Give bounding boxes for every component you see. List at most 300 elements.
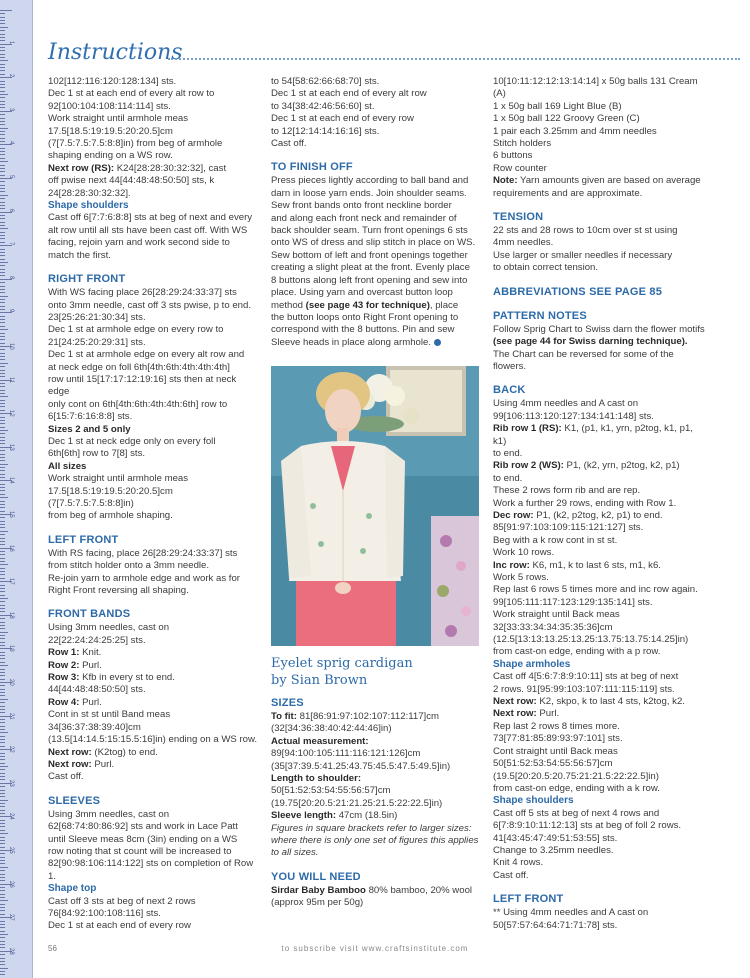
ruler-tick	[0, 57, 5, 58]
text-line: 44[44:48:48:50:50] sts.	[48, 684, 146, 696]
row-label: Next row (RS):	[48, 162, 115, 174]
text-line: With WS facing place 26[28:29:24:33:37] sts	[48, 287, 237, 299]
text-line: Dec 1 st at each end of every row	[271, 113, 414, 125]
row-text: (K2tog) to end.	[91, 746, 158, 758]
ruler-tick	[0, 134, 5, 135]
ruler-tick	[0, 316, 5, 317]
model-illustration	[271, 366, 479, 646]
text-line: 102[112:116:120:128:134] sts.	[48, 76, 177, 87]
ruler-tick	[0, 504, 5, 505]
ruler-tick	[0, 218, 5, 219]
text-line: 6[15:7:6:16:8:8] sts.	[48, 411, 133, 423]
ruler-tick	[0, 286, 5, 287]
ruler-number: 28	[8, 947, 14, 955]
text-line	[271, 885, 483, 897]
text-line: Knit 4 rows.	[493, 857, 544, 869]
text-line: Work straight until armhole meas	[48, 113, 189, 125]
ruler-tick	[0, 564, 8, 565]
ruler-tick	[0, 628, 5, 629]
ruler-tick	[0, 870, 5, 871]
ruler-tick	[0, 282, 5, 283]
text-line: off pwise next 44[44:48:48:50:50] sts, k	[48, 175, 215, 187]
ruler-tick	[0, 726, 5, 727]
text-line: Beg with a k row cont in st st.	[493, 534, 618, 546]
text-line	[48, 759, 260, 771]
text-line: 1 x 50g ball 169 Light Blue (B)	[493, 100, 622, 112]
ruler-tick	[0, 393, 5, 394]
text-line: Follow Sprig Chart to Swiss darn the flower motifs	[493, 323, 705, 335]
text-line: 24[28:28:30:32:32].	[48, 187, 131, 199]
ruler-tick	[0, 242, 5, 243]
text-line: (19.75[20:20.5:21:21.25:21.5:22:22.5]in)	[271, 797, 443, 809]
ruler-tick	[0, 396, 8, 397]
row-text: 81[86:91:97:102:107:112:117]cm	[296, 711, 440, 722]
ruler-tick	[0, 410, 5, 411]
ruler-tick	[0, 326, 5, 327]
ruler-tick	[0, 692, 5, 693]
text-line	[48, 660, 260, 672]
row-label: Rib row 1 (RS):	[493, 423, 562, 435]
text-line	[493, 696, 708, 708]
column-2	[271, 76, 483, 349]
ruler-tick	[0, 793, 5, 794]
ruler-tick	[0, 343, 5, 344]
ruler-tick	[0, 820, 5, 821]
text-line: Using 3mm needles, cast on	[48, 808, 170, 820]
text-line: (32[34:36:38:40:42:44:46]in)	[271, 723, 392, 735]
ruler-number: 15	[8, 511, 14, 518]
ruler-tick	[0, 144, 12, 145]
text-line	[271, 337, 483, 349]
ruler-tick	[0, 450, 5, 451]
column-3	[493, 76, 708, 932]
ruler-tick	[0, 497, 8, 498]
subscribe-url: to subscribe visit www.craftsinstitute.com	[281, 944, 469, 953]
ruler-tick	[0, 521, 5, 522]
text-line: Work straight until Back meas	[493, 609, 620, 621]
ruler-tick	[0, 84, 5, 85]
ruler-tick	[0, 790, 5, 791]
ruler-tick	[0, 185, 5, 186]
ruler-tick	[0, 118, 5, 119]
ruler-number: 16	[8, 544, 14, 552]
row-label: Row 2:	[48, 659, 80, 671]
ruler-tick	[0, 467, 5, 468]
text-line: requirements and are approximate.	[493, 187, 643, 199]
ruler-tick	[0, 753, 5, 754]
ruler-tick	[0, 440, 5, 441]
row-text: Kfb in every st to end.	[79, 672, 175, 684]
ruler-tick	[0, 826, 5, 827]
pattern-designer: by Sian Brown	[271, 673, 368, 688]
ruler-tick	[0, 736, 5, 737]
ruler-tick	[0, 800, 8, 801]
ruler-tick	[0, 759, 5, 760]
ruler-tick	[0, 635, 5, 636]
text-line: from beg of armhole shaping.	[48, 510, 173, 522]
text-line: 6th[6th] row to 7[8] sts.	[48, 448, 146, 460]
ruler-tick	[0, 662, 5, 663]
section-heading: SLEEVES	[48, 794, 101, 807]
ruler-tick	[0, 897, 5, 898]
ruler-tick	[0, 148, 5, 149]
ruler-tick	[0, 910, 5, 911]
row-label: Actual measurement:	[271, 735, 369, 747]
ruler-tick	[0, 837, 5, 838]
text-line: Work straight until armhole meas	[48, 473, 189, 485]
ruler-tick	[0, 665, 8, 666]
ruler-tick	[0, 830, 5, 831]
ruler-tick	[0, 272, 5, 273]
ruler-tick	[0, 477, 5, 478]
ruler-number: 6	[8, 208, 14, 212]
ruler-tick	[0, 312, 12, 313]
text-line: 41[43:45:47:49:51:53:55] sts.	[493, 832, 618, 844]
ruler-tick	[0, 104, 5, 105]
text-line	[48, 163, 260, 175]
ruler-tick	[0, 877, 5, 878]
text-line: darn in loose yarn ends. Join shoulder seams.	[271, 187, 467, 199]
ruler-tick	[0, 494, 5, 495]
row-text: Purl.	[79, 659, 102, 671]
ruler-tick	[0, 968, 8, 969]
text-line: Stitch holders	[493, 138, 552, 150]
ruler-tick	[0, 329, 8, 330]
text-line: 22 sts and 28 rows to 10cm over st st using	[493, 225, 678, 237]
column-1	[48, 76, 260, 933]
ruler-tick	[0, 205, 5, 206]
ruler-tick	[0, 544, 5, 545]
ruler-tick	[0, 74, 5, 75]
note-text: Figures in square brackets refer to larger sizes:	[271, 822, 472, 834]
ruler-tick	[0, 803, 5, 804]
row-label: Rib row 2 (WS):	[493, 460, 564, 472]
ruler-tick	[0, 487, 5, 488]
text-line: Dec 1 st at neck edge only on every foll	[48, 435, 216, 447]
ruler-tick	[0, 601, 5, 602]
ruler-tick	[0, 574, 5, 575]
ruler-tick	[0, 64, 5, 65]
text-line: from cast-on edge, ending with a k row.	[493, 782, 660, 794]
ruler-tick	[0, 763, 5, 764]
ruler-tick	[0, 907, 5, 908]
technique-reference: (see page 44 for Swiss darning technique).	[493, 336, 688, 348]
section-heading: BACK	[493, 384, 526, 397]
ruler-tick	[0, 766, 8, 767]
ruler-tick	[0, 608, 5, 609]
ruler-tick	[0, 107, 5, 108]
ruler-tick	[0, 927, 5, 928]
ruler-tick	[0, 554, 5, 555]
ruler-tick	[0, 618, 5, 619]
ruler-tick	[0, 769, 5, 770]
ruler-tick	[0, 376, 5, 377]
text-line	[271, 736, 483, 748]
ruler-tick	[0, 867, 8, 868]
ruler-tick	[0, 840, 5, 841]
ruler-tick	[0, 202, 5, 203]
section-heading: RIGHT FRONT	[48, 273, 126, 286]
ruler-tick	[0, 709, 5, 710]
ruler-tick	[0, 746, 5, 747]
ruler-tick	[0, 490, 5, 491]
text-line	[493, 708, 708, 720]
ruler-tick	[0, 417, 5, 418]
text-line: Sew front bands onto front neckline border	[271, 200, 452, 212]
ruler-tick	[0, 306, 5, 307]
ruler-tick	[0, 652, 5, 653]
ruler-tick	[0, 779, 5, 780]
text-line	[271, 300, 483, 312]
section-heading: SIZES	[271, 697, 304, 709]
ruler-tick	[0, 924, 5, 925]
row-text: K2, skpo, k to last 4 sts, k2tog, k2.	[536, 696, 685, 708]
text-line: ** Using 4mm needles and A cast on	[493, 907, 649, 919]
text-line: The Chart can be reversed for some of the flowers.	[493, 348, 674, 372]
section-heading: PATTERN NOTES	[493, 309, 587, 322]
text-line: onto WS of dress and slip stitch in place on WS.	[271, 237, 476, 249]
ruler-tick	[0, 366, 5, 367]
ruler-tick	[0, 796, 5, 797]
ruler-number: 17	[8, 578, 14, 585]
text-line: Change to 3.25mm needles.	[493, 844, 614, 856]
ruler-tick	[0, 934, 8, 935]
ruler-tick	[0, 655, 5, 656]
text-line: Right Front reversing all shaping.	[48, 585, 189, 597]
ruler-tick	[0, 833, 8, 834]
ruler-tick	[0, 669, 5, 670]
ruler-number: 23	[8, 779, 14, 787]
ruler-tick	[0, 427, 5, 428]
text-line: from cast-on edge, ending with a p row.	[493, 646, 661, 658]
text-line: 99[105:111:117:123:129:135:141] sts.	[493, 596, 653, 608]
text-line: Cont in st st until Band meas	[48, 709, 171, 721]
ruler-tick	[0, 460, 5, 461]
ruler-tick	[0, 124, 5, 125]
pattern-caption	[271, 655, 483, 689]
ruler-tick	[0, 128, 8, 129]
ruler-tick	[0, 269, 5, 270]
ruler-tick	[0, 30, 5, 31]
text-line: Dec 1 st at each end of every alt row to	[48, 88, 215, 100]
ruler-tick	[0, 275, 5, 276]
section-heading: ABBREVIATIONS SEE PAGE 85	[493, 285, 663, 298]
text-line: correspond with the 8 buttons. Pin and sew	[271, 324, 455, 336]
ruler-tick	[0, 403, 5, 404]
ruler-tick	[0, 524, 5, 525]
ruler-tick	[0, 154, 5, 155]
text-line	[493, 510, 708, 522]
ruler-tick	[0, 695, 5, 696]
ruler-number: 21	[8, 712, 14, 720]
ruler-tick	[0, 756, 5, 757]
text-line: (13.5[14:14.5:15:15.5:16]in) ending on a WS row.	[48, 734, 258, 746]
ruler-tick	[0, 37, 5, 38]
technique-reference: (see page 43 for technique)	[305, 299, 430, 311]
ruler-tick	[0, 249, 5, 250]
ruler-tick	[0, 507, 5, 508]
ruler-tick	[0, 81, 5, 82]
ruler-tick	[0, 443, 5, 444]
text-line: match the first.	[48, 249, 111, 261]
ruler-tick	[0, 853, 5, 854]
text-line: (approx 95m per 50g)	[271, 897, 364, 909]
subheading: Shape shoulders	[493, 795, 574, 807]
ruler-tick	[0, 632, 8, 633]
ruler-number: 5	[8, 175, 14, 179]
ruler-tick	[0, 420, 5, 421]
ruler-tick	[0, 622, 5, 623]
text-line: Cont straight until Back meas	[493, 745, 618, 757]
ruler-tick	[0, 121, 5, 122]
text-line	[271, 835, 483, 847]
text-line: row noting that st count will be increased to	[48, 845, 232, 857]
ruler-tick	[0, 941, 5, 942]
ruler-tick	[0, 151, 5, 152]
ruler-tick	[0, 541, 5, 542]
text-line: 6[7:8:9:10:11:12:13] sts at beg of foll 2 rows.	[493, 820, 682, 832]
text-line: 99[106:113:120:127:134:141:148] sts.	[493, 410, 654, 422]
pattern-name: Eyelet sprig cardigan	[271, 656, 413, 671]
row-label: Next row:	[48, 758, 92, 770]
ruler-tick	[0, 433, 5, 434]
ruler-tick	[0, 813, 5, 814]
text-line: to 12[12:14:14:16:16] sts.	[271, 125, 380, 137]
text-line: Using 4mm needles and A cast on	[493, 398, 639, 410]
ruler-tick	[0, 719, 5, 720]
ruler-tick	[0, 87, 5, 88]
ruler-tick	[0, 225, 5, 226]
note-text: to all sizes.	[271, 847, 319, 859]
ruler-tick	[0, 302, 5, 303]
text-line: facing, rejoin yarn and work second side to	[48, 237, 230, 249]
ruler-tick	[0, 228, 8, 229]
ruler-tick	[0, 591, 5, 592]
text-line	[48, 647, 260, 659]
row-label: To fit:	[271, 711, 297, 722]
ruler-tick	[0, 605, 5, 606]
ruler-number: 9	[8, 309, 14, 313]
ruler-tick	[0, 894, 5, 895]
ruler-tick	[0, 198, 5, 199]
ruler-tick	[0, 625, 5, 626]
text-line: Using 3mm needles, cast on	[48, 622, 170, 634]
ruler-tick	[0, 181, 5, 182]
text-line: Re-join yarn to armhole edge and work as for	[48, 572, 240, 584]
ruler-tick	[0, 400, 5, 401]
text-line: Press pieces lightly according to ball band and	[271, 175, 469, 187]
text-line	[271, 823, 483, 835]
row-label: Next row:	[48, 746, 92, 758]
ruler-tick	[0, 222, 5, 223]
text-line	[493, 460, 708, 472]
text-line: 73[77:81:85:89:93:97:101] sts.	[493, 733, 623, 745]
text-line: the button loops onto Right Front opening to	[271, 311, 459, 323]
ruler-tick	[0, 874, 5, 875]
ruler-number: 3	[8, 107, 14, 112]
ruler-tick	[0, 588, 5, 589]
ruler-tick	[0, 511, 5, 512]
ruler-tick	[0, 611, 5, 612]
text-line: Cast off 3 sts at beg of next 2 rows	[48, 895, 196, 907]
ruler-tick	[0, 679, 5, 680]
ruler-number: 25	[8, 847, 14, 854]
ruler-tick	[0, 232, 5, 233]
ruler-tick	[0, 712, 5, 713]
text-line	[271, 711, 483, 723]
ruler-number: 14	[8, 477, 14, 485]
ruler-tick	[0, 386, 5, 387]
ruler-tick	[0, 645, 5, 646]
row-text: , place	[429, 299, 459, 311]
ruler-tick	[0, 474, 5, 475]
text-line: only cont on 6th[4th:6th:4th:4th:6th] row to	[48, 398, 228, 410]
ruler-number: 27	[8, 914, 14, 921]
ruler-tick	[0, 571, 5, 572]
ruler-tick	[0, 863, 5, 864]
ruler-tick	[0, 299, 5, 300]
ruler-tick	[0, 175, 5, 176]
ruler-tick	[0, 776, 5, 777]
text-line: Dec 1 st at each end of every alt row	[271, 88, 427, 100]
ruler-tick	[0, 252, 5, 253]
ruler-tick	[0, 531, 8, 532]
side-ruler	[0, 0, 33, 978]
ruler-tick	[0, 974, 5, 975]
row-label: Dec row:	[493, 509, 534, 521]
size-label-text: All sizes	[48, 460, 87, 472]
ruler-tick	[0, 165, 5, 166]
text-line: 23[25:26:21:30:34] sts.	[48, 311, 146, 323]
ruler-tick	[0, 675, 5, 676]
ruler-tick	[0, 289, 5, 290]
ruler-tick	[0, 215, 5, 216]
ruler-tick	[0, 857, 5, 858]
ruler-tick	[0, 823, 5, 824]
title-dotted-rule	[168, 58, 740, 60]
row-text: K1, (p1, k1, yrn, p2tog, k1, p1, k1)	[493, 423, 693, 447]
text-line: 22[22:24:24:25:25] sts.	[48, 634, 146, 646]
row-label: Inc row:	[493, 559, 530, 571]
text-line: 8 buttons along left front opening and sew into	[271, 274, 468, 286]
ruler-number: 22	[8, 746, 14, 753]
ruler-tick	[0, 706, 5, 707]
section-heading: YOU WILL NEED	[271, 870, 361, 883]
text-line: 34[36:37:38:39:40]cm	[48, 721, 141, 733]
ruler-tick	[0, 501, 5, 502]
text-line: 17.5[18.5:19:19.5:20:20.5]cm	[48, 125, 173, 137]
ruler-number: 7	[8, 242, 14, 246]
ruler-tick	[0, 517, 5, 518]
text-line: Work 10 rows.	[493, 547, 555, 559]
text-line: at neck edge on foll 6th[4th:6th:4th:4th:4th]	[48, 361, 230, 373]
ruler-tick	[0, 406, 5, 407]
text-line: 50[57:57:64:64:71:71:78] sts.	[493, 919, 618, 931]
ruler-number: 8	[8, 275, 14, 280]
text-line: 76[84:92:100:108:116] sts.	[48, 907, 161, 919]
ruler-tick	[0, 722, 5, 723]
text-line	[48, 697, 260, 709]
text-line: Rep last 6 rows 5 times more and inc row again.	[493, 584, 698, 596]
text-line: to end.	[493, 472, 523, 484]
row-text: 80% bamboo, 20% wool	[365, 884, 473, 896]
ruler-tick	[0, 742, 5, 743]
ruler-tick	[0, 322, 5, 323]
ruler-tick	[0, 890, 5, 891]
ruler-tick	[0, 94, 8, 95]
text-line: 17.5[18.5:19:19.5:20:20.5]cm (7[7.5:7.5:7.5:8:8]in)	[48, 485, 173, 509]
ruler-tick	[0, 454, 5, 455]
